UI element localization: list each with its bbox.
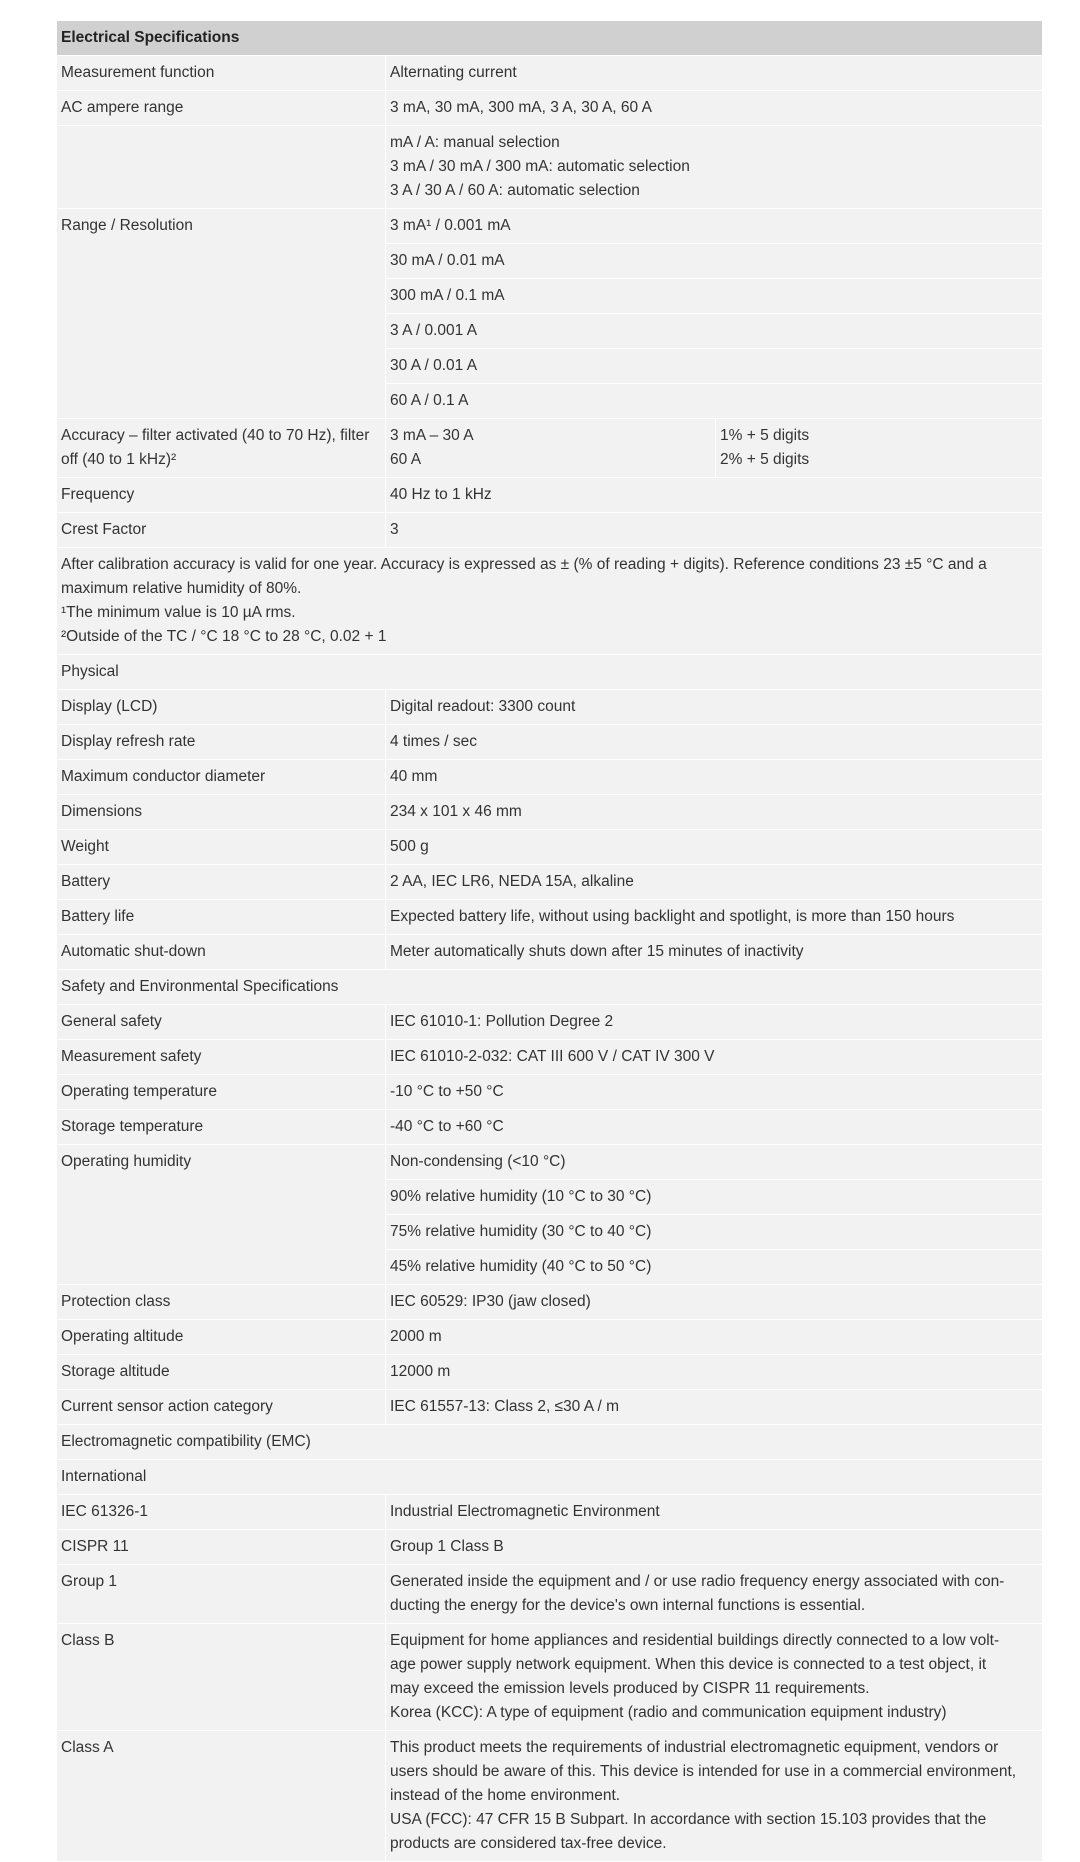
table-cell [57,1565,386,1624]
table-cell [57,513,386,548]
table-cell [57,1425,1043,1460]
cell-text-line: 60 A [390,451,422,468]
cell-text-line: Weight [61,838,109,855]
table-row [57,1005,1043,1040]
cell-text-line: Storage temperature [61,1118,204,1135]
table-cell [57,725,386,760]
table-cell [57,900,386,935]
cell-text-line: USA (FCC): 47 CFR 15 B Subpart. In accordance with section 15.103 provides that the [390,1811,987,1828]
table-row [57,1731,1043,1862]
table-row [57,1075,1043,1110]
table-cell [386,865,1043,900]
table-row [57,1565,1043,1624]
table-cell [386,1075,1043,1110]
table-cell [57,56,386,91]
cell-text-line: Operating humidity [61,1153,192,1170]
cell-text-line: 3 mA¹ / 0.001 mA [390,217,511,234]
cell-text-line: Range / Resolution [61,217,193,234]
cell-text-line: IEC 61010-1: Pollution Degree 2 [390,1013,614,1030]
cell-text-line: 45% relative humidity (40 °C to 50 °C) [390,1258,652,1275]
table-cell [386,830,1043,865]
table-cell [386,935,1043,970]
table-cell [57,1495,386,1530]
table-cell [386,1145,1043,1180]
table-cell [386,314,1043,349]
cell-text-line: Frequency [61,486,135,503]
table-row [57,1425,1043,1460]
table-cell [57,830,386,865]
table-row [57,1320,1043,1355]
cell-text-line: Electromagnetic compatibility (EMC) [61,1433,311,1450]
table-cell [386,279,1043,314]
table-cell [57,655,1043,690]
cell-text-line: Korea (KCC): A type of equipment (radio and communication equipment industry) [390,1704,947,1721]
cell-text-line: 3 A / 30 A / 60 A: automatic selection [390,182,640,199]
cell-text-line: Operating altitude [61,1328,184,1345]
cell-text-line: Maximum conductor diameter [61,768,266,785]
section-heading-cell [57,21,1043,56]
cell-text-line: IEC 61010-2-032: CAT III 600 V / CAT IV 300 V [390,1048,715,1065]
table-cell [386,760,1043,795]
cell-text-line: Crest Factor [61,521,147,538]
cell-text-line: 3 mA, 30 mA, 300 mA, 3 A, 30 A, 60 A [390,99,652,116]
table-cell [386,209,1043,244]
table-cell [386,1565,1043,1624]
table-cell [386,349,1043,384]
cell-text-line: instead of the home environment. [390,1787,621,1804]
cell-text-line: Non-condensing (<10 °C) [390,1153,566,1170]
cell-text-line: -40 °C to +60 °C [390,1118,504,1135]
table-row [57,1530,1043,1565]
cell-text-line: 3 mA – 30 A [390,427,474,444]
table-cell [57,970,1043,1005]
table-row [57,1145,1043,1180]
cell-text-line: IEC 60529: IP30 (jaw closed) [390,1293,591,1310]
table-cell [386,1005,1043,1040]
table-cell [57,1530,386,1565]
table-row [57,690,1043,725]
table-cell [386,1530,1043,1565]
table-cell [386,690,1043,725]
table-cell [57,209,386,419]
table-cell [386,1250,1043,1285]
cell-text-line: 2000 m [390,1328,442,1345]
table-cell [57,1285,386,1320]
cell-text-line: Meter automatically shuts down after 15 minutes of inactivity [390,943,804,960]
cell-text-line: 500 g [390,838,429,855]
table-cell [386,795,1043,830]
cell-text-line: Accuracy – filter activated (40 to 70 Hz), filter off (40 to 1 kHz)² [61,427,370,468]
cell-text-line: may exceed the emission levels produced by CISPR 11 requirements. [390,1680,870,1697]
cell-text-line: Operating temperature [61,1083,217,1100]
cell-text-line: 4 times / sec [390,733,477,750]
table-cell [57,548,1043,655]
cell-text-line: Class A [61,1739,114,1756]
table-row [57,478,1043,513]
cell-text-line: Automatic shut-down [61,943,206,960]
table-cell [57,1460,1043,1495]
table-cell [57,935,386,970]
cell-text-line [61,131,381,155]
table-cell [57,1075,386,1110]
cell-text-line: 2 AA, IEC LR6, NEDA 15A, alkaline [390,873,634,890]
cell-text-line: 300 mA / 0.1 mA [390,287,505,304]
table-cell [57,1040,386,1075]
cell-text-line: Expected battery life, without using backlight and spotlight, is more than 150 hours [390,908,955,925]
cell-text-line: 3 A / 0.001 A [390,322,478,339]
table-row [57,419,1043,478]
cell-text-line: After calibration accuracy is valid for one year. Accuracy is expressed as ± (% of reading + digits). Reference conditions 23 ±5 °C and a maximum relative humidity of 80%. [61,556,987,597]
table-row [57,935,1043,970]
cell-text-line: Dimensions [61,803,142,820]
table-row [57,655,1043,690]
table-cell [57,1005,386,1040]
table-cell [386,1180,1043,1215]
cell-text-line: 60 A / 0.1 A [390,392,469,409]
cell-text-line: 3 mA / 30 mA / 300 mA: automatic selection [390,158,690,175]
table-cell [386,1215,1043,1250]
table-cell [386,1390,1043,1425]
table-cell [386,244,1043,279]
table-row [57,1355,1043,1390]
table-row [57,970,1043,1005]
table-cell [386,1495,1043,1530]
cell-text-line: 30 A / 0.01 A [390,357,478,374]
table-cell [57,419,386,478]
table-cell [57,1624,386,1731]
cell-text-line: 75% relative humidity (30 °C to 40 °C) [390,1223,652,1240]
cell-text-line: Display refresh rate [61,733,196,750]
cell-text-line: Generated inside the equipment and / or use radio frequency energy associated with con- [390,1573,1005,1590]
cell-text-line: Physical [61,663,119,680]
cell-text-line: IEC 61557-13: Class 2, ≤30 A / m [390,1398,620,1415]
table-cell [386,1355,1043,1390]
table-cell [386,1285,1043,1320]
table-row [57,760,1043,795]
table-cell [386,56,1043,91]
cell-text-line: 90% relative humidity (10 °C to 30 °C) [390,1188,652,1205]
table-row [57,900,1043,935]
cell-text-line: ²Outside of the TC / °C 18 °C to 28 °C, 0.02 + 1 [61,628,387,645]
table-row [57,1390,1043,1425]
cell-text-line: Alternating current [390,64,517,81]
spec-table [56,20,1043,1862]
cell-text-line: Group 1 [61,1573,118,1590]
table-row [57,725,1043,760]
cell-text-line: Digital readout: 3300 count [390,698,576,715]
cell-text-line: Class B [61,1632,115,1649]
cell-text-line: ¹The minimum value is 10 µA rms. [61,604,296,621]
table-cell [386,513,1043,548]
cell-text-line: AC ampere range [61,99,184,116]
cell-text-line: mA / A: manual selection [390,134,560,151]
cell-text-line: IEC 61326-1 [61,1503,149,1520]
table-cell [386,1040,1043,1075]
table-cell [386,900,1043,935]
table-cell [386,725,1043,760]
table-cell [716,419,1043,478]
table-cell [386,478,1043,513]
table-cell [57,1355,386,1390]
cell-text-line: 2% + 5 digits [720,451,810,468]
table-cell [57,91,386,126]
table-cell [57,865,386,900]
spec-table-body [57,21,1043,1862]
cell-text-line: Display (LCD) [61,698,158,715]
table-cell [57,1110,386,1145]
cell-text-line: Equipment for home appliances and residential buildings directly connected to a low volt- [390,1632,1000,1649]
cell-text-line: CISPR 11 [61,1538,129,1555]
table-row [57,830,1043,865]
cell-text-line: Battery life [61,908,135,925]
table-row [57,795,1043,830]
cell-text-line: Current sensor action category [61,1398,273,1415]
table-row [57,1460,1043,1495]
table-row [57,513,1043,548]
table-row [57,21,1043,56]
cell-text-line: Industrial Electromagnetic Environment [390,1503,660,1520]
table-cell [386,126,1043,209]
table-cell [57,795,386,830]
table-cell [386,1110,1043,1145]
table-cell [386,1624,1043,1731]
table-row [57,1285,1043,1320]
table-cell [57,760,386,795]
cell-text-line: Safety and Environmental Specifications [61,978,339,995]
table-cell [386,419,716,478]
table-row [57,1040,1043,1075]
cell-text-line: Group 1 Class B [390,1538,504,1555]
table-row [57,209,1043,244]
table-cell [57,126,386,209]
table-row [57,91,1043,126]
cell-text-line: This product meets the requirements of industrial electromagnetic equipment, vendors or [390,1739,999,1756]
table-cell [57,478,386,513]
table-row [57,56,1043,91]
table-cell [57,1390,386,1425]
cell-text-line: International [61,1468,147,1485]
table-cell [57,690,386,725]
cell-text-line: 40 Hz to 1 kHz [390,486,492,503]
cell-text-line: 3 [390,521,399,538]
cell-text-line: Battery [61,873,111,890]
table-cell [386,384,1043,419]
cell-text-line: -10 °C to +50 °C [390,1083,504,1100]
table-row [57,1624,1043,1731]
cell-text-line: 234 x 101 x 46 mm [390,803,522,820]
cell-text-line: age power supply network equipment. When this device is connected to a test object, it [390,1656,987,1673]
cell-text-line: Protection class [61,1293,171,1310]
table-row [57,1110,1043,1145]
table-cell [57,1320,386,1355]
cell-text-line: 12000 m [390,1363,451,1380]
table-cell [57,1731,386,1862]
cell-text-line: 40 mm [390,768,438,785]
cell-text-line: Storage altitude [61,1363,170,1380]
cell-text-line: 1% + 5 digits [720,427,810,444]
cell-text-line: Measurement function [61,64,215,81]
table-row [57,126,1043,209]
cell-text-line: products are considered tax-free device. [390,1835,667,1852]
table-cell [57,1145,386,1285]
cell-text-line: 30 mA / 0.01 mA [390,252,505,269]
table-row [57,1495,1043,1530]
table-row [57,548,1043,655]
cell-text-line: ducting the energy for the device's own internal functions is essential. [390,1597,866,1614]
cell-text-line: Electrical Specifications [61,29,240,46]
table-row [57,865,1043,900]
table-cell [386,91,1043,126]
table-cell [386,1320,1043,1355]
table-cell [386,1731,1043,1862]
cell-text-line: users should be aware of this. This device is intended for use in a commercial environment, [390,1763,1017,1780]
cell-text-line: General safety [61,1013,162,1030]
cell-text-line: Measurement safety [61,1048,202,1065]
